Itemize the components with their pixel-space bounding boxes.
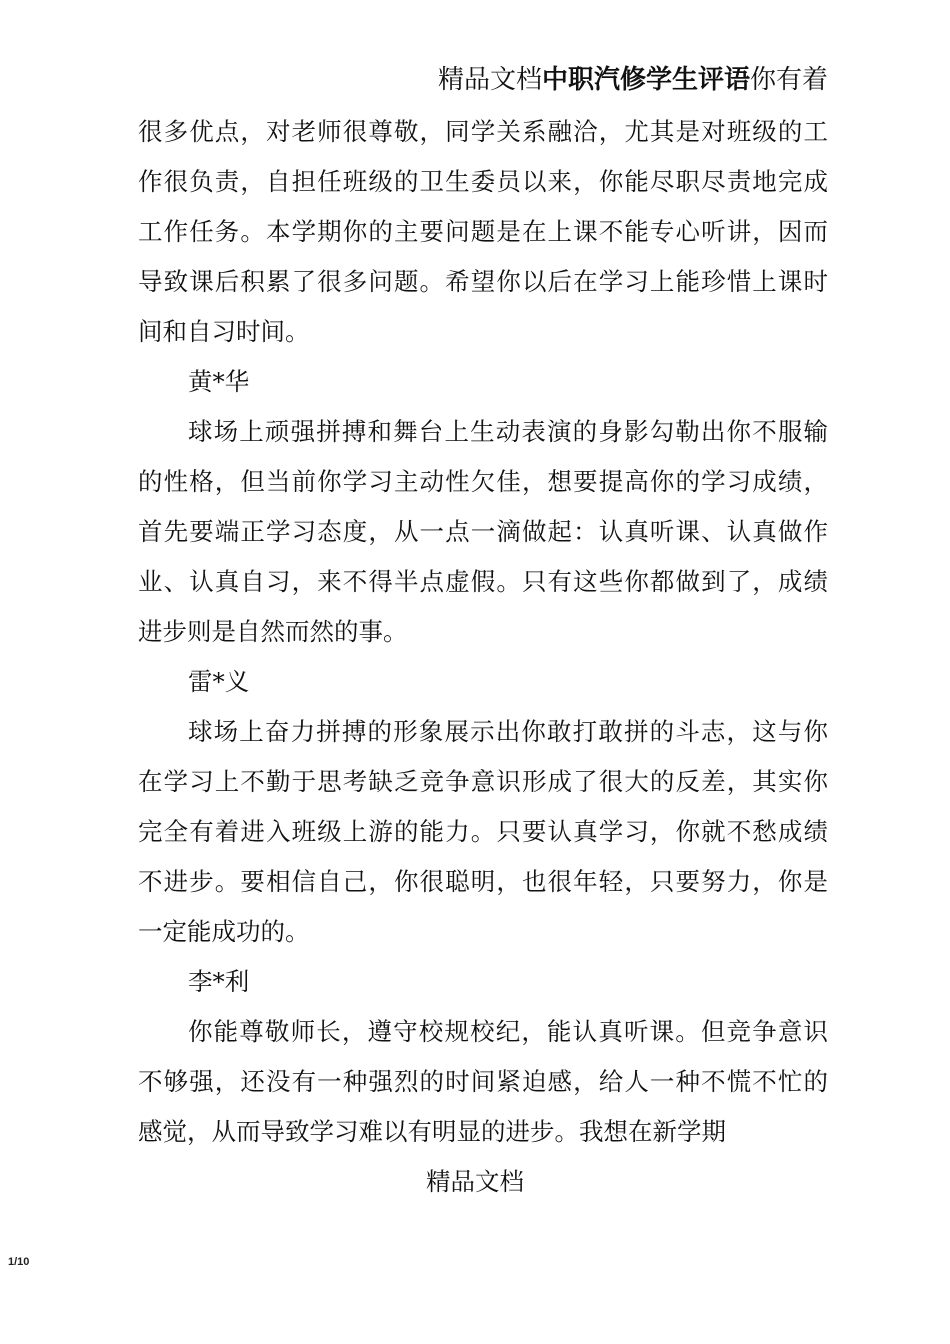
page-number: 1/10 — [8, 1256, 30, 1268]
text-line: 你能尊敬师长，遵守校规校纪，能认真听课。但竞争意识 — [188, 1017, 828, 1046]
text-line: 球场上奋力拼搏的形象展示出你敢打敢拼的斗志，这与你 — [188, 717, 828, 746]
text-line: 不够强，还没有一种强烈的时间紧迫感，给人一种不慌不忙的 — [138, 1067, 828, 1096]
text-line: 李*利 — [188, 967, 250, 996]
text-line: 业、认真自习，来不得半点虚假。只有这些你都做到了，成绩 — [138, 567, 828, 596]
header-suffix: 你有着 — [749, 65, 828, 95]
text-line: 作很负责，自担任班级的卫生委员以来，你能尽职尽责地完成 — [138, 167, 828, 196]
text-line: 工作任务。本学期你的主要问题是在上课不能专心听讲，因而 — [138, 217, 828, 246]
text-line: 在学习上不勤于思考缺乏竞争意识形成了很大的反差，其实你 — [138, 767, 828, 796]
document-body — [138, 107, 828, 1157]
text-line: 完全有着进入班级上游的能力。只要认真学习，你就不愁成绩 — [138, 817, 828, 846]
text-line: 很多优点，对老师很尊敬，同学关系融洽，尤其是对班级的工 — [138, 117, 828, 146]
page-footer: 精品文档 — [426, 1167, 524, 1196]
text-line: 一定能成功的。 — [138, 917, 310, 946]
text-line: 导致课后积累了很多问题。希望你以后在学习上能珍惜上课时 — [138, 267, 828, 296]
text-line: 球场上顽强拼搏和舞台上生动表演的身影勾勒出你不服输 — [188, 417, 828, 446]
text-line: 首先要端正学习态度，从一点一滴做起：认真听课、认真做作 — [138, 517, 828, 546]
page-header — [138, 60, 828, 100]
header-prefix: 精品文档 — [437, 65, 542, 95]
text-line: 感觉，从而导致学习难以有明显的进步。我想在新学期 — [138, 1117, 726, 1146]
document-title: 中职汽修学生评语 — [541, 65, 750, 95]
text-line: 的性格，但当前你学习主动性欠佳，想要提高你的学习成绩， — [138, 467, 828, 496]
text-line: 雷*义 — [188, 667, 250, 696]
text-line: 不进步。要相信自己，你很聪明，也很年轻，只要努力，你是 — [138, 867, 828, 896]
text-line: 进步则是自然而然的事。 — [138, 617, 408, 646]
text-line: 间和自习时间。 — [138, 317, 310, 346]
text-line: 黄*华 — [188, 367, 250, 396]
